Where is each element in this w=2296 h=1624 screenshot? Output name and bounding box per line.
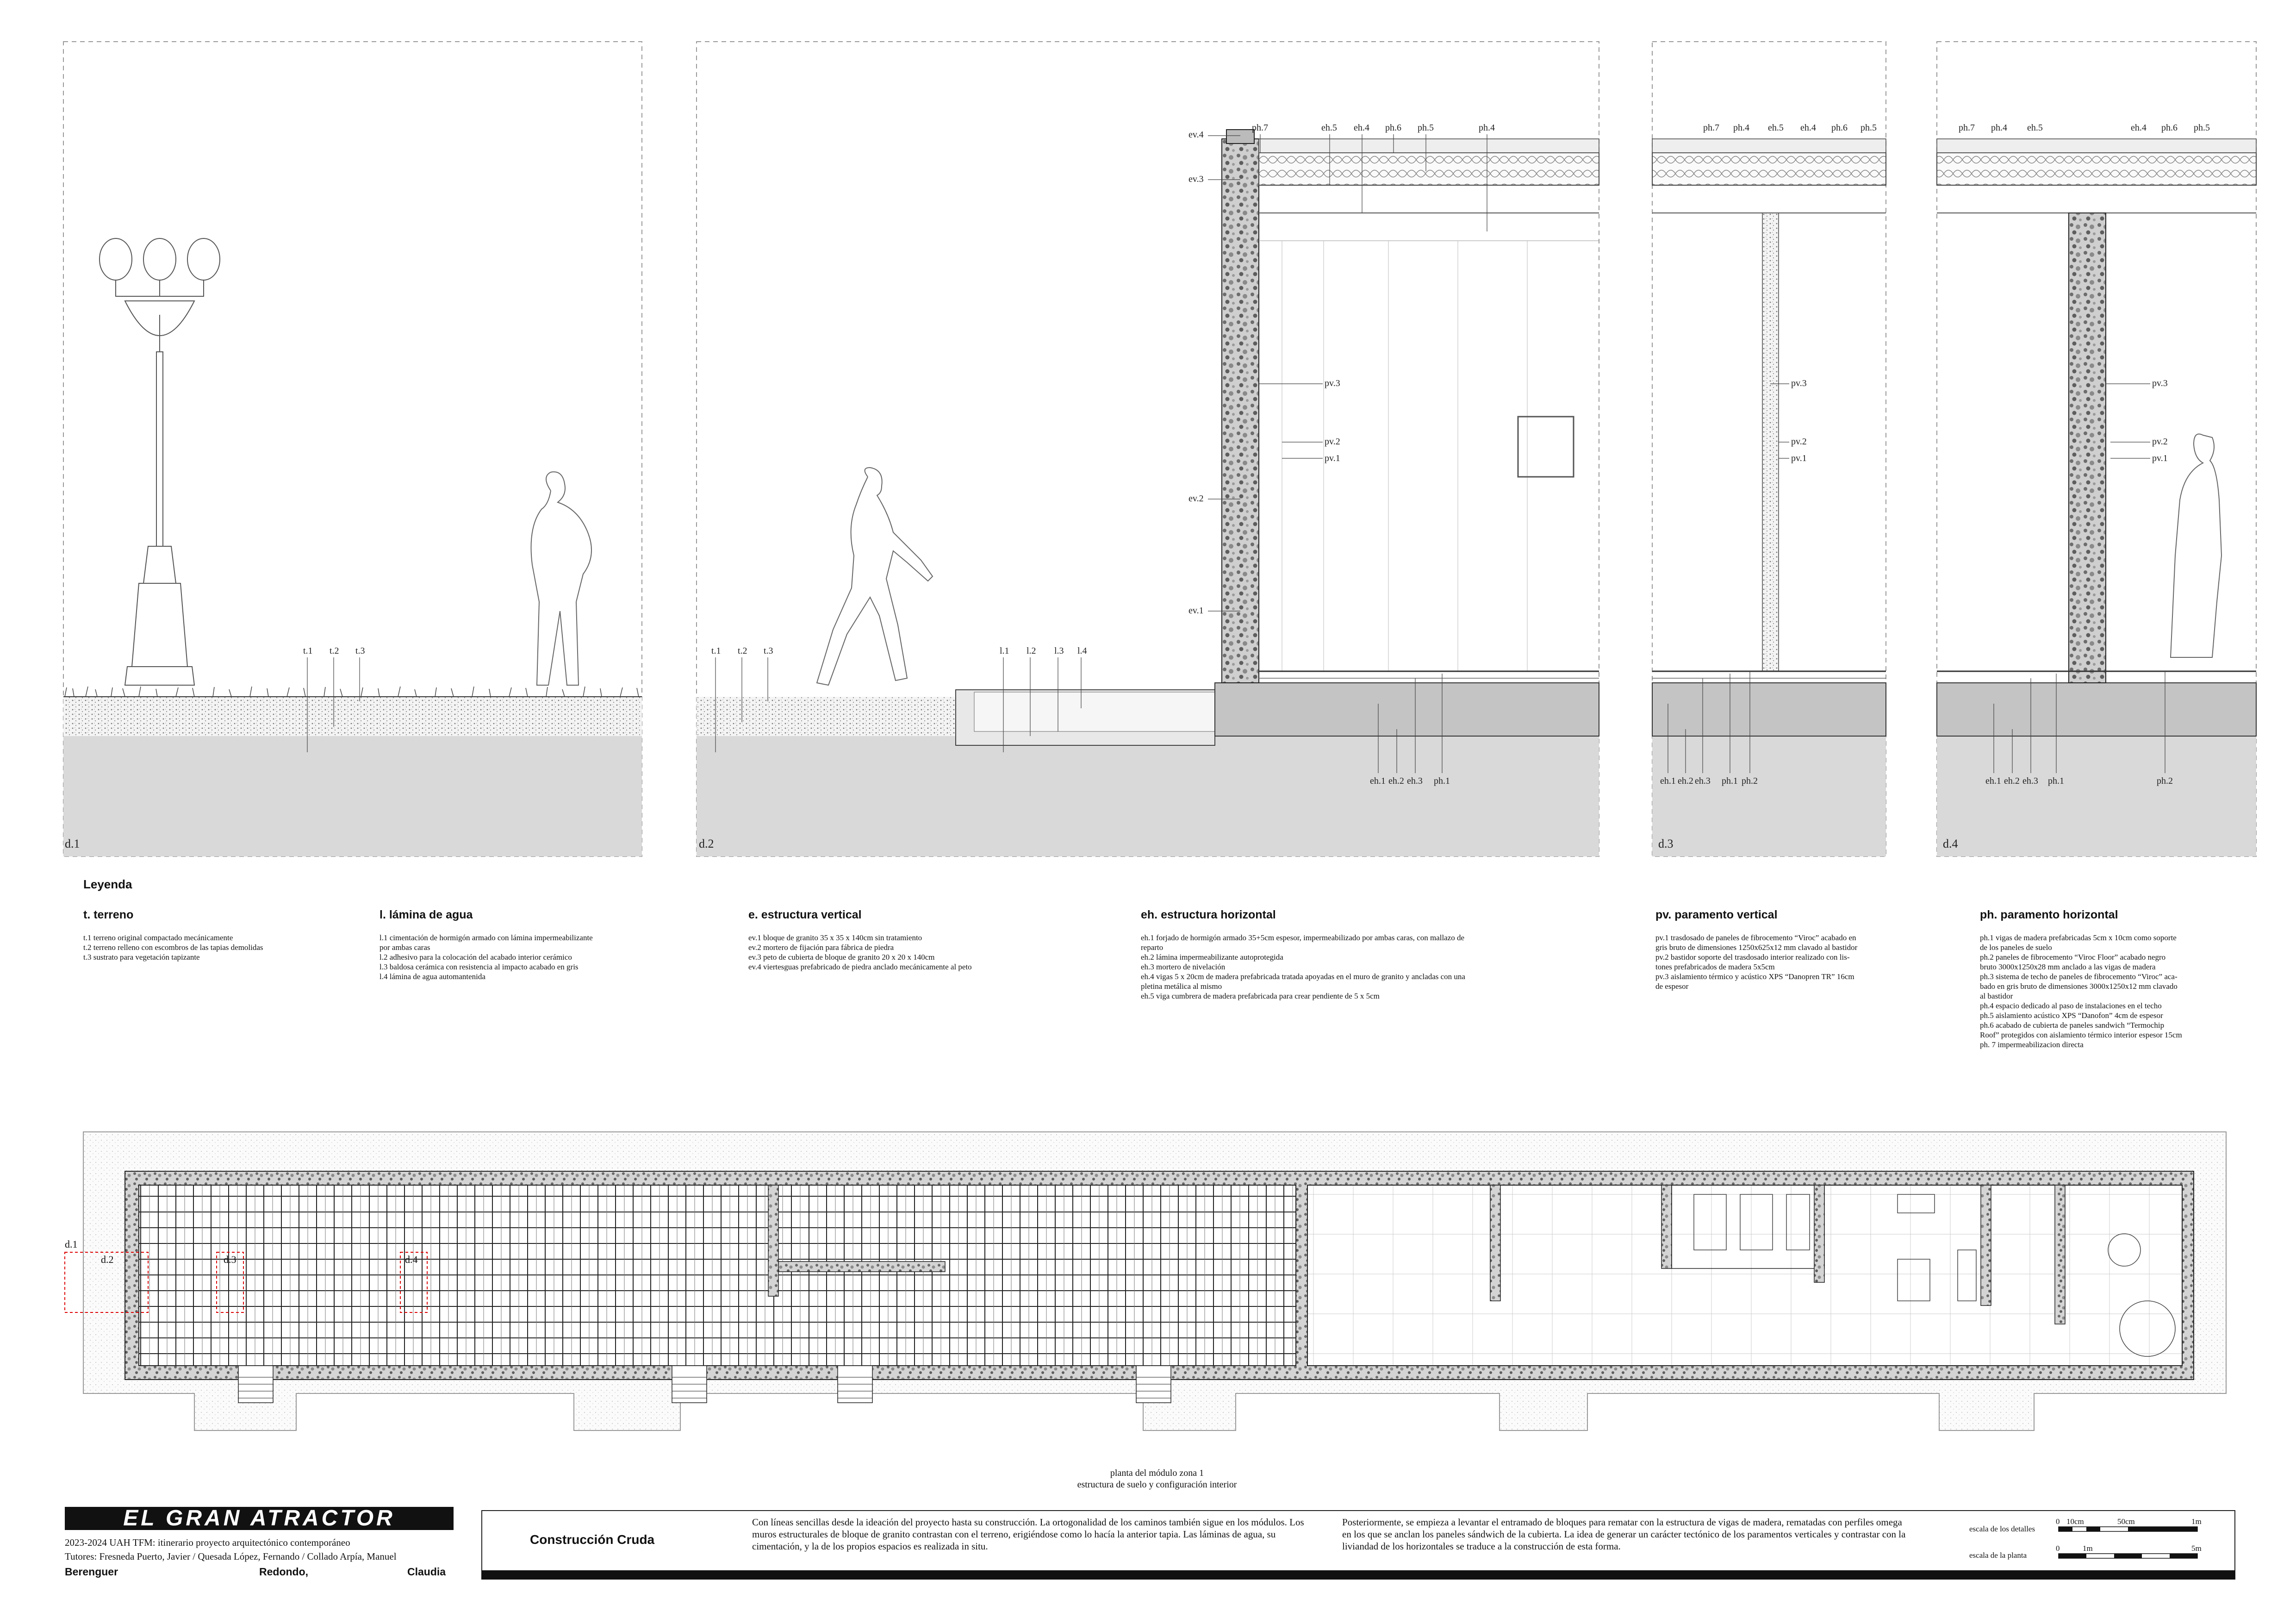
person-figure-d4: [2171, 434, 2221, 658]
label-d2-eh1: eh.1: [1370, 776, 1386, 786]
panel-label-d2: d.2: [699, 837, 714, 850]
sheet-title: Construcción Cruda: [530, 1532, 655, 1547]
label-d3-ph6: ph.6: [1831, 123, 1848, 133]
scale-details-tick-1m: 1m: [2191, 1517, 2202, 1526]
legend-heading-paramento-horizontal: ph. paramento horizontal: [1980, 908, 2118, 921]
legend-heading-estructura-vertical: e. estructura vertical: [748, 908, 862, 921]
scale-details-tick-50cm: 50cm: [2117, 1517, 2135, 1526]
label-ev2: ev.2: [1188, 493, 1204, 504]
label-d3-ph5: ph.5: [1860, 123, 1877, 133]
label-d4-pv1: pv.1: [2152, 453, 2168, 463]
legend-body-paramento-horizontal: ph.1 vigas de madera prefabricadas 5cm x 10cm como soporte de los paneles de suelo ph.2 paneles de fibrocemento “Viroc Floor” acabado negro bruto 3000x1250x28 mm anclado a las vigas de madera ph.3 sistema de techo de paneles de fibrocemento “Viroc” aca- bado en gris bruto de dimensiones 3000x1250x12 mm clavado al bastidor ph.4 espacio dedicado al paso de instalaciones en el techo ph.5 aislamiento acústico XPS “Danofon” 4cm de espesor ph.6 acabado de cubierta de paneles sandwich “Termochip Roof” protegidos con aislamiento térmico interior espesor 15cm ph. 7 impermeabilizacion directa: [1980, 933, 2182, 1049]
legend-body-terreno: t.1 terreno original compactado mecánicamente t.2 terreno relleno con escombros de las tapias demolidas t.3 sustrato para vegetación tapizante: [83, 933, 263, 962]
label-d4-eh5: eh.5: [2027, 123, 2043, 133]
label-d4-ph2: ph.2: [2157, 776, 2173, 786]
label-d2-ph6: ph.6: [1385, 123, 1401, 133]
label-d4-ph4: ph.4: [1991, 123, 2007, 133]
label-d3-eh1: eh.1: [1660, 776, 1676, 786]
label-t1: t.1: [303, 646, 313, 656]
label-d3-pv1: pv.1: [1791, 453, 1807, 463]
legend-body-paramento-vertical: pv.1 trasdosado de paneles de fibrocemento “Viroc” acabado en gris bruto de dimensiones 1250x625x12 mm clavado al bastidor pv.2 bastidor soporte del trasdosado interior realizado con lis- tones prefabricados de madera 5x5cm pv.3 aislamiento térmico y acústico XPS “Danopren TR” 16cm de espesor: [1655, 933, 1858, 991]
label-d3-eh4: eh.4: [1800, 123, 1816, 133]
label-d2-ph5: ph.5: [1418, 123, 1434, 133]
label-d2-t3: t.3: [764, 646, 773, 656]
label-d2-eh5: eh.5: [1321, 123, 1337, 133]
label-d4-ph6: ph.6: [2161, 123, 2178, 133]
detail-panel-d1: [63, 42, 642, 856]
label-d2-eh2: eh.2: [1388, 776, 1404, 786]
label-d3-eh5: eh.5: [1768, 123, 1784, 133]
panel-label-d3: d.3: [1658, 837, 1674, 850]
label-d2-t2: t.2: [738, 646, 747, 656]
scale-plan-tick-5m: 5m: [2191, 1544, 2202, 1553]
label-d2-ph1: ph.1: [1434, 776, 1450, 786]
plan-mark-d3: d.3: [224, 1254, 236, 1265]
tutors-line: Tutores: Fresneda Puerto, Javier / Quesada López, Fernando / Collado Arpía, Manuel: [65, 1551, 397, 1562]
label-d2-eh3: eh.3: [1407, 776, 1423, 786]
plan-mark-d2: d.2: [101, 1254, 114, 1265]
label-d3-ph4: ph.4: [1733, 123, 1749, 133]
scale-bar-details: [2059, 1527, 2197, 1531]
course-line: 2023-2024 UAH TFM: itinerario proyecto arquitectónico contemporáneo: [65, 1537, 350, 1548]
plan-mark-d1: d.1: [65, 1238, 78, 1250]
legend-body-estructura-vertical: ev.1 bloque de granito 35 x 35 x 140cm sin tratamiento ev.2 mortero de fijación para fábrica de piedra ev.3 peto de cubierta de bloque de granito 20 x 20 x 140cm ev.4 viertesguas prefabricado de piedra anclado mecánicamente al peto: [748, 933, 972, 971]
plan-caption-1: planta del módulo zona 1: [1110, 1468, 1204, 1478]
label-d3-ph7: ph.7: [1703, 123, 1719, 133]
legend-heading-estructura-horizontal: eh. estructura horizontal: [1141, 908, 1276, 921]
label-pv3: pv.3: [1325, 378, 1340, 388]
legend-body-estructura-horizontal: eh.1 forjado de hormigón armado 35+5cm espesor, impermeabilizado por ambas caras, con mallazo de reparto eh.2 lámina impermeabilizante autoprotegida eh.3 mortero de nivelación eh.4 vigas 5 x 20cm de madera prefabricada tratada apoyadas en el muro de granito y ancladas con una pletina metálica al mismo eh.5 viga cumbrera de madera prefabricada para crear pendiente de 5 x 5cm: [1141, 933, 1465, 1000]
author-surname-1: Berenguer: [65, 1566, 118, 1578]
scale-details-tick-0: 0: [2056, 1517, 2060, 1526]
panel-label-d1: d.1: [65, 837, 80, 850]
label-d4-eh4: eh.4: [2131, 123, 2147, 133]
label-l2: l.2: [1027, 646, 1036, 656]
label-d2-t1: t.1: [711, 646, 721, 656]
detail-panel-d3: [1652, 42, 1886, 856]
scale-plan-label: escala de la planta: [1969, 1551, 2027, 1560]
label-l3: l.3: [1054, 646, 1064, 656]
label-d4-ph1: ph.1: [2048, 776, 2064, 786]
label-d3-eh2: eh.2: [1678, 776, 1693, 786]
label-ev4: ev.4: [1188, 130, 1204, 140]
project-title-banner: EL GRAN ATRACTOR: [65, 1507, 454, 1530]
author-first-name: Claudia: [407, 1566, 446, 1578]
scale-plan-tick-0: 0: [2056, 1544, 2060, 1553]
scale-plan-tick-1m: 1m: [2083, 1544, 2093, 1553]
floor-plan: [0, 1111, 2296, 1463]
label-l4: l.4: [1077, 646, 1087, 656]
label-d3-pv3: pv.3: [1791, 378, 1807, 388]
legend-heading-paramento-vertical: pv. paramento vertical: [1655, 908, 1778, 921]
grass-line: [65, 687, 639, 697]
plan-caption-2: estructura de suelo y configuración interior: [1077, 1480, 1237, 1490]
label-pv2: pv.2: [1325, 437, 1340, 447]
scale-details-tick-10cm: 10cm: [2066, 1517, 2084, 1526]
label-d4-ph7: ph.7: [1959, 123, 1975, 133]
footer-black-band: [481, 1570, 2235, 1580]
label-d4-ph5: ph.5: [2194, 123, 2210, 133]
label-ev1: ev.1: [1188, 606, 1204, 616]
label-d3-ph1: ph.1: [1722, 776, 1738, 786]
label-d3-eh3: eh.3: [1695, 776, 1711, 786]
label-d3-pv2: pv.2: [1791, 437, 1807, 447]
label-t3: t.3: [355, 646, 365, 656]
label-ev3: ev.3: [1188, 174, 1204, 184]
graphic-scales: [2055, 1514, 2221, 1572]
person-figure: [531, 472, 592, 685]
legend-body-lamina: l.1 cimentación de hormigón armado con lámina impermeabilizante por ambas caras l.2 adhesivo para la colocación del acabado interior cerámico l.3 baldosa cerámica con resistencia al impacto acabado en gris l.4 lámina de agua automantenida: [380, 933, 593, 981]
label-d2-eh4: eh.4: [1354, 123, 1369, 133]
lamp-post-illustration: [100, 238, 220, 685]
label-d4-pv3: pv.3: [2152, 378, 2168, 388]
walking-figure: [817, 468, 933, 685]
legend-title: Leyenda: [83, 877, 132, 891]
legend-heading-terreno: t. terreno: [83, 908, 134, 921]
label-t2: t.2: [330, 646, 339, 656]
label-d4-eh1: eh.1: [1985, 776, 2001, 786]
label-d4-pv2: pv.2: [2152, 437, 2168, 447]
plan-mark-d4: d.4: [405, 1254, 418, 1265]
label-d2-ph4: ph.4: [1479, 123, 1495, 133]
label-d4-eh3: eh.3: [2022, 776, 2038, 786]
label-pv1: pv.1: [1325, 453, 1340, 463]
panel-label-d4: d.4: [1943, 837, 1958, 850]
label-d3-ph2: ph.2: [1742, 776, 1758, 786]
author-surname-2: Redondo,: [259, 1566, 309, 1578]
description-text-1: Con líneas sencillas desde la ideación del proyecto hasta su construcción. La ortogonalidad de los caminos también sigue en los módulos. Los muros estructurales de bloque de granito contrastan con el terreno, erigiéndose como lo hacía la anterior tapia. Las láminas de agua, su cimentación, y la de los propios espacios es realizada in situ.: [752, 1517, 1304, 1552]
label-d4-eh2: eh.2: [2004, 776, 2020, 786]
label-l1: l.1: [1000, 646, 1009, 656]
scale-details-label: escala de los detalles: [1969, 1524, 2035, 1533]
legend-heading-lamina: l. lámina de agua: [380, 908, 473, 921]
scale-bar-plan: [2059, 1554, 2197, 1558]
detail-panel-d2: [697, 42, 1599, 856]
detail-panel-d4: [1937, 42, 2256, 856]
description-text-2: Posteriormente, se empieza a levantar el entramado de bloques para rematar con la estructura de vigas de madera, rematadas con perfiles omega en los que se anclan los paneles sándwich de la cubierta. La idea de generar un carácter tectónico de los paramentos verticales y contrastar con la liviandad de los horizontales se traduce a la construcción de esta forma.: [1342, 1517, 1906, 1552]
label-d2-ph7: ph.7: [1252, 123, 1268, 133]
